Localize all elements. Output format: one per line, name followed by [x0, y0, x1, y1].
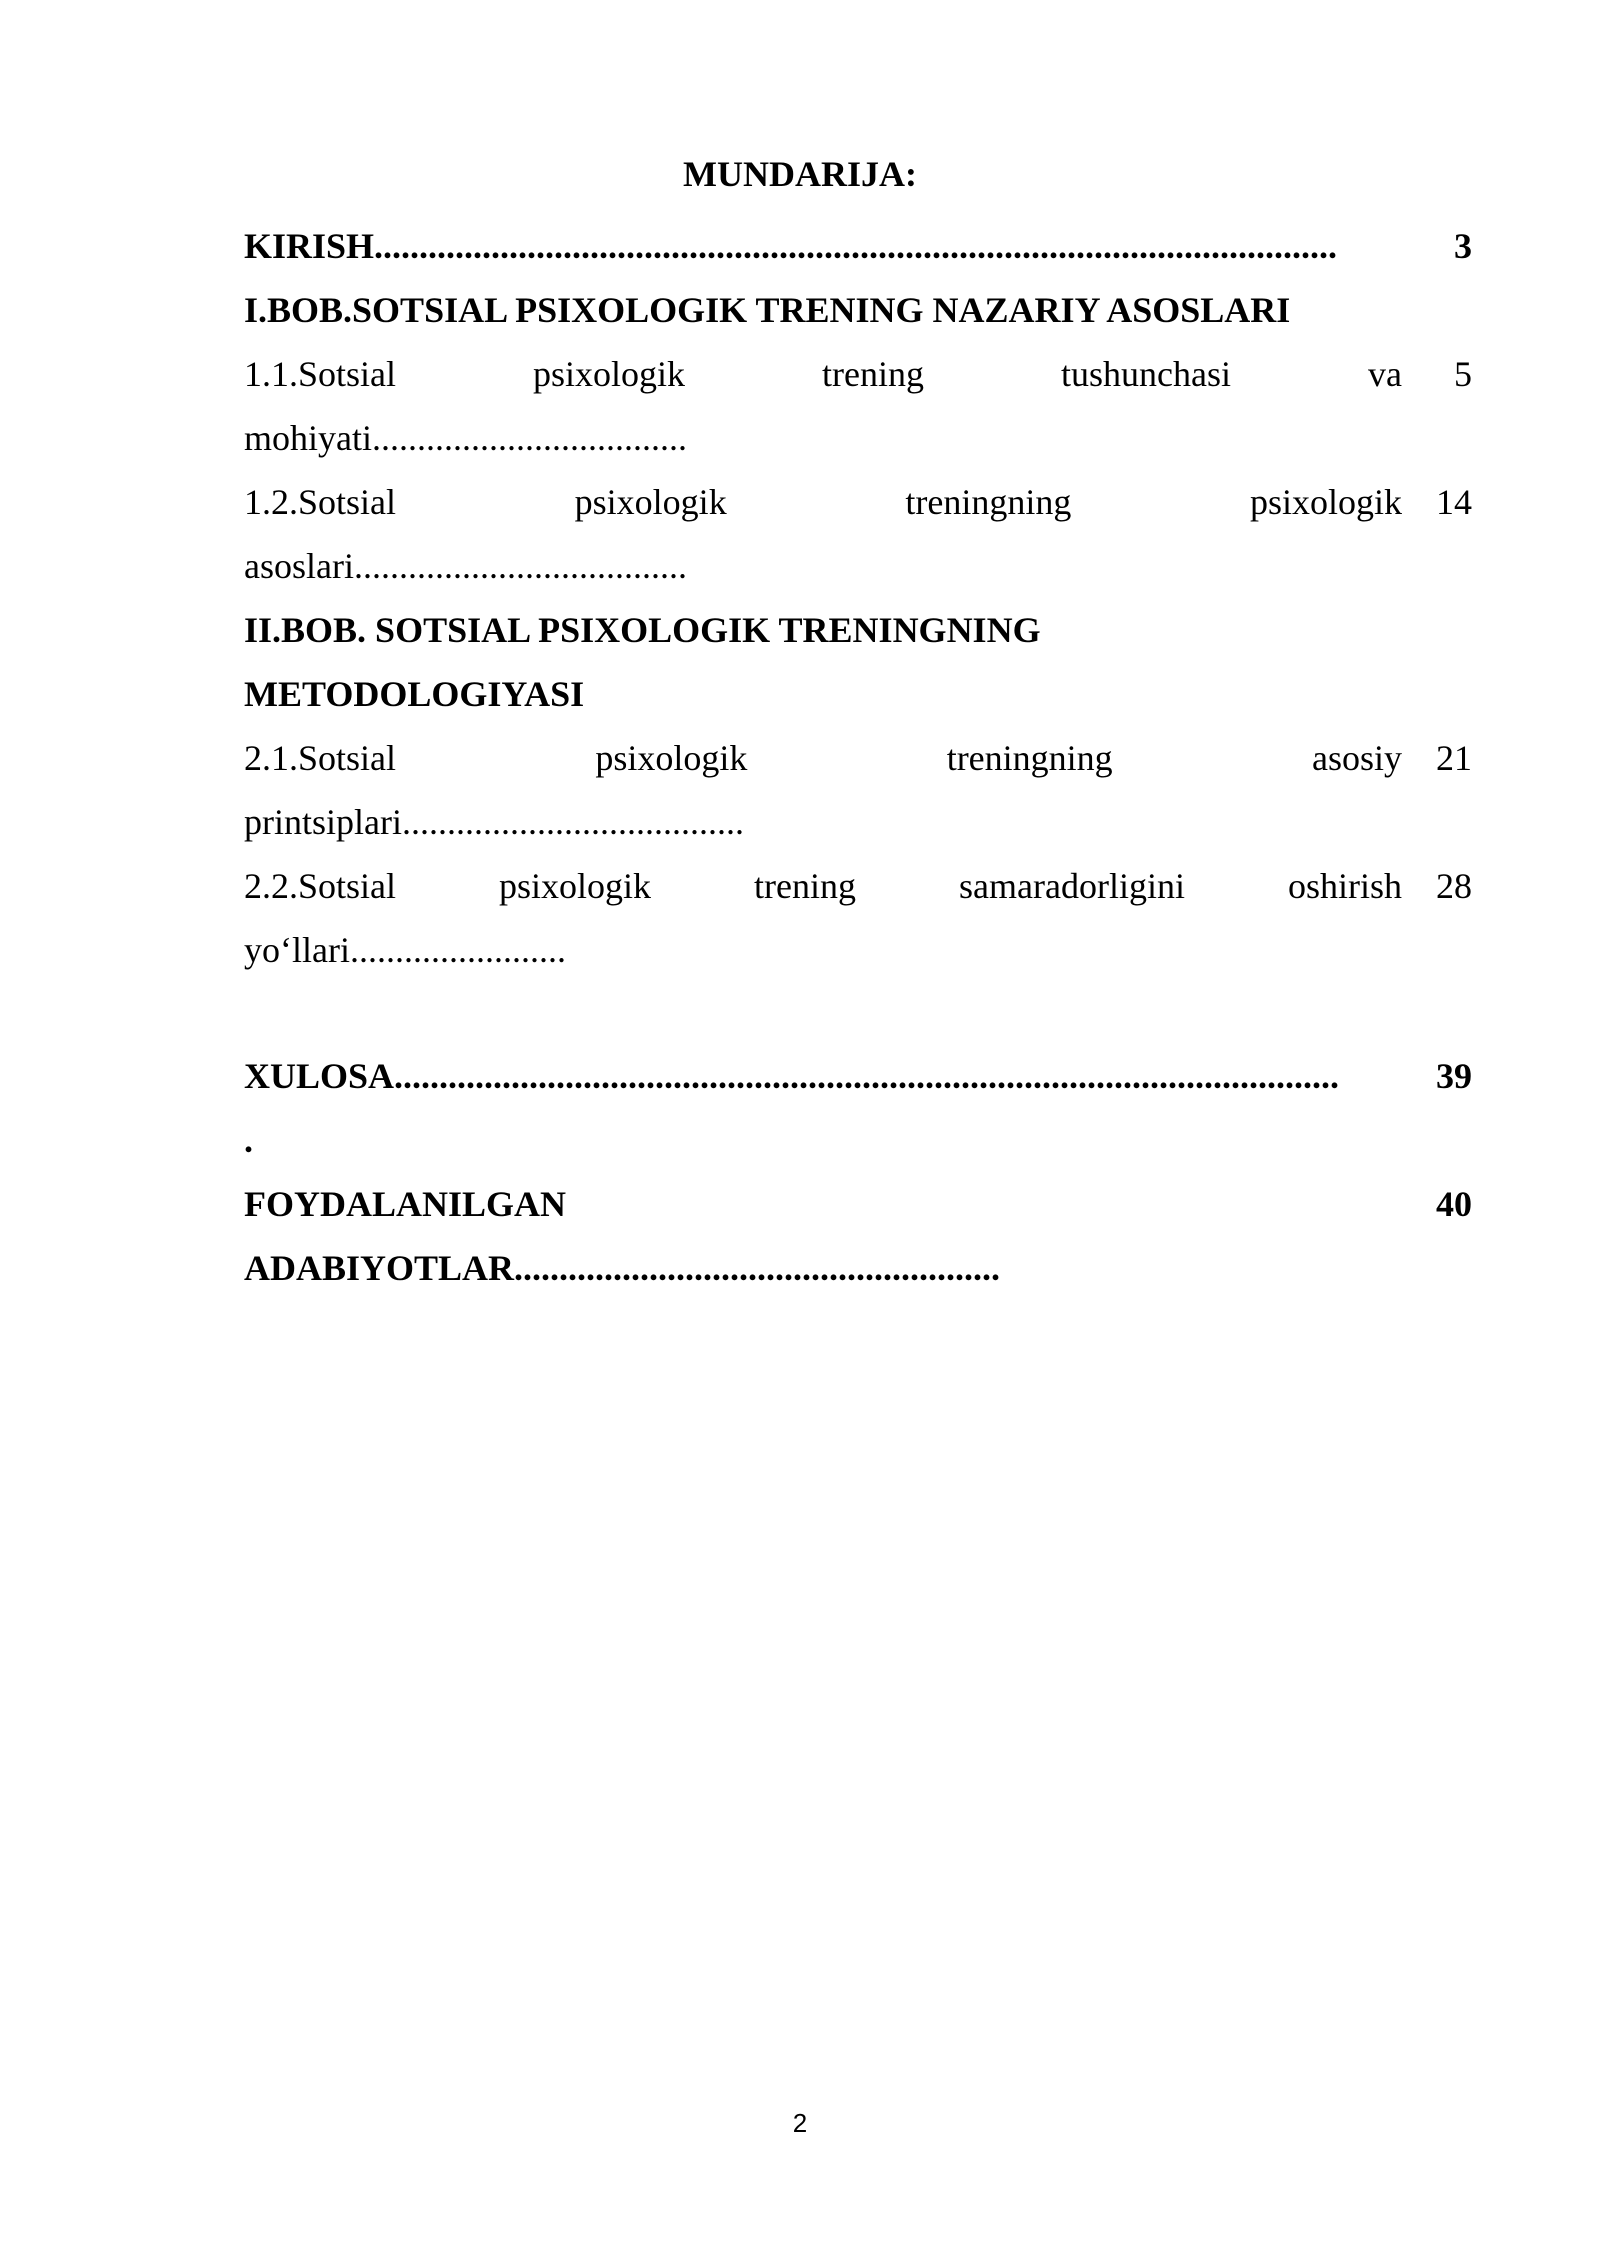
toc-chapter-title: I.BOB.SOTSIAL PSIXOLOGIK TRENING NAZARIY ASOSLARI — [244, 290, 1291, 330]
toc-entry-1-1[interactable] — [244, 342, 1472, 406]
toc-chapter-1[interactable] — [244, 278, 1472, 342]
toc-word: oshirish — [1287, 866, 1402, 906]
toc-entry-title — [244, 854, 1402, 918]
toc-page-number: 28 — [1436, 866, 1472, 906]
toc-word: trening — [754, 866, 857, 906]
toc-chapter-2-cont[interactable] — [244, 662, 1472, 726]
toc-entry-xulosa[interactable] — [244, 1044, 1472, 1108]
toc-heading: MUNDARIJA: — [683, 154, 917, 194]
toc-chapter-title-cont: METODOLOGIYASI — [244, 674, 585, 714]
page-number: 2 — [792, 2108, 808, 2138]
toc-word: psixologik — [1249, 482, 1402, 522]
toc-page-number: 3 — [1454, 226, 1472, 266]
toc-word: va — [1368, 354, 1402, 394]
toc-entry-title: XULOSA......................................................................................................... — [244, 1056, 1340, 1096]
toc-word: tushunchasi — [1061, 354, 1231, 394]
toc-entry-2-1[interactable] — [244, 726, 1472, 790]
toc-entry-2-2-cont[interactable] — [244, 918, 1472, 982]
toc-spacer — [244, 982, 1472, 1044]
toc-entry-title — [244, 342, 1402, 406]
toc-chapter-2[interactable] — [244, 598, 1472, 662]
toc-word: 1.2.Sotsial — [244, 482, 397, 522]
toc-chapter-title: II.BOB. SOTSIAL PSIXOLOGIK TRENINGNING — [244, 610, 1041, 650]
toc-word: 1.1.Sotsial — [244, 354, 397, 394]
toc-word: treningning — [946, 738, 1113, 778]
toc-entry-xulosa-cont — [244, 1108, 1472, 1172]
toc-entry-2-1-cont[interactable] — [244, 790, 1472, 854]
toc-entry-title: FOYDALANILGAN — [244, 1184, 567, 1224]
toc-word: psixologik — [574, 482, 727, 522]
toc-entry-adabiyotlar[interactable] — [244, 1172, 1472, 1236]
toc-page-number: 5 — [1454, 354, 1472, 394]
toc-entry-continuation: mohiyati................................... — [244, 418, 687, 458]
toc-entry-title — [244, 726, 1402, 790]
toc-entry-continuation: . — [244, 1120, 253, 1160]
table-of-contents — [244, 214, 1472, 1300]
toc-page-number: 39 — [1436, 1056, 1472, 1096]
toc-entry-2-2[interactable] — [244, 854, 1472, 918]
toc-page-number: 40 — [1436, 1184, 1472, 1224]
toc-entry-adabiyotlar-cont[interactable] — [244, 1236, 1472, 1300]
toc-word: trening — [822, 354, 925, 394]
toc-word: treningning — [905, 482, 1072, 522]
toc-entry-continuation: yo‘llari........................ — [244, 930, 566, 970]
toc-page-number: 21 — [1436, 738, 1472, 778]
toc-entry-title: KIRISH........................................................................................................... — [244, 226, 1338, 266]
toc-entry-1-2[interactable] — [244, 470, 1472, 534]
toc-entry-continuation: ADABIYOTLAR...................................................... — [244, 1248, 1001, 1288]
toc-word: samaradorligini — [959, 866, 1185, 906]
toc-page-number: 14 — [1436, 482, 1472, 522]
toc-word: psixologik — [595, 738, 748, 778]
toc-entry-continuation: printsiplari...................................... — [244, 802, 744, 842]
toc-word: psixologik — [499, 866, 652, 906]
toc-word: 2.2.Sotsial — [244, 866, 397, 906]
toc-entry-continuation: asoslari..................................... — [244, 546, 687, 586]
toc-word: psixologik — [533, 354, 686, 394]
toc-entry-1-1-cont[interactable] — [244, 406, 1472, 470]
toc-entry-1-2-cont[interactable] — [244, 534, 1472, 598]
toc-entry-title — [244, 470, 1402, 534]
toc-entry-kirish[interactable] — [244, 214, 1472, 278]
toc-word: asosiy — [1312, 738, 1402, 778]
toc-word: 2.1.Sotsial — [244, 738, 397, 778]
